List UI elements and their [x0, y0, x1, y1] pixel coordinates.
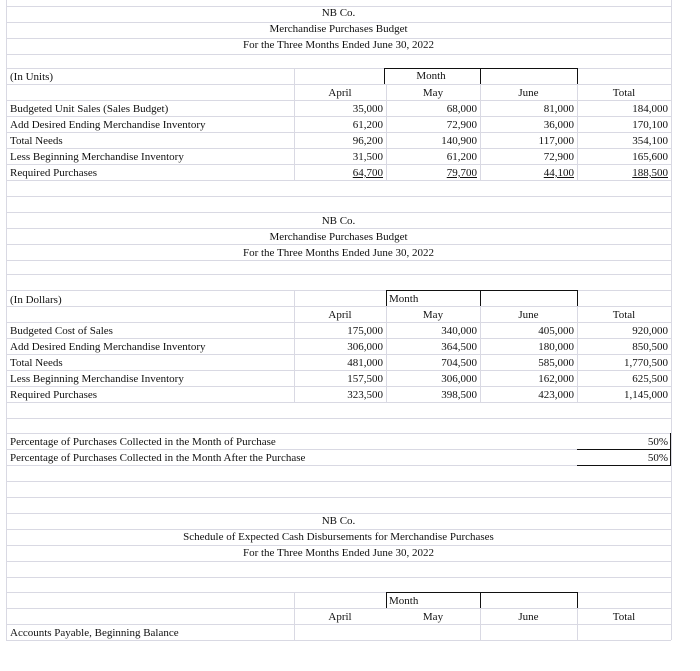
dollars-value-cell[interactable]: 625,500 [632, 373, 668, 385]
units-value-cell[interactable]: 72,900 [446, 119, 477, 131]
dollars-value-cell[interactable]: 850,500 [632, 341, 668, 353]
dollars-company: NB Co. [321, 215, 356, 227]
dollars-col-april: April [328, 309, 352, 321]
cash-row-label: Accounts Payable, Beginning Balance [10, 627, 179, 639]
units-value-cell[interactable]: 354,100 [632, 135, 668, 147]
dollars-value-cell[interactable]: 306,000 [441, 373, 477, 385]
dollars-month-label: Month [389, 293, 419, 305]
dollars-col-june: June [518, 309, 539, 321]
dollars-value-cell[interactable]: 340,000 [441, 325, 477, 337]
dollars-value-cell[interactable]: 481,000 [347, 357, 383, 369]
grid-row-line [6, 433, 671, 434]
units-value-cell[interactable]: 44,100 [543, 167, 574, 179]
dollars-row-label: Budgeted Cost of Sales [10, 325, 113, 337]
units-company: NB Co. [321, 7, 356, 19]
dollars-value-cell[interactable]: 323,500 [347, 389, 383, 401]
dollars-label: (In Dollars) [10, 294, 62, 306]
dollars-col-total: Total [612, 309, 636, 321]
grid-row-line [6, 386, 671, 387]
grid-row-line [6, 84, 671, 85]
grid-row-line [6, 418, 671, 419]
grid-row-line [6, 624, 671, 625]
dollars-value-cell[interactable]: 405,000 [538, 325, 574, 337]
dollars-period: For the Three Months Ended June 30, 2022 [242, 247, 435, 259]
units-value-cell[interactable]: 31,500 [352, 151, 383, 163]
dollars-value-cell[interactable]: 1,145,000 [624, 389, 668, 401]
units-value-cell[interactable]: 61,200 [446, 151, 477, 163]
grid-row-line [6, 228, 671, 229]
units-row-label: Required Purchases [10, 167, 98, 179]
collection-value-same-month[interactable]: 50% [647, 436, 668, 448]
grid-row-line [6, 54, 671, 55]
grid-row-line [6, 608, 671, 609]
grid-row-line [6, 132, 671, 133]
units-value-cell[interactable]: 140,900 [441, 135, 477, 147]
grid-row-line [6, 577, 671, 578]
units-title: Merchandise Purchases Budget [269, 23, 408, 35]
units-month-label: Month [416, 70, 446, 82]
units-label: (In Units) [10, 71, 54, 83]
units-value-cell[interactable]: 35,000 [352, 103, 383, 115]
units-col-june: June [518, 87, 539, 99]
grid-row-line [6, 306, 671, 307]
units-period: For the Three Months Ended June 30, 2022 [242, 39, 435, 51]
units-row-label: Total Needs [10, 135, 63, 147]
units-col-may: May [422, 87, 444, 99]
dollars-value-cell[interactable]: 175,000 [347, 325, 383, 337]
dollars-value-cell[interactable]: 585,000 [538, 357, 574, 369]
grid-row-line [6, 354, 671, 355]
grid-row-line [6, 465, 671, 466]
dollars-value-cell[interactable]: 180,000 [538, 341, 574, 353]
grid-row-line [6, 449, 671, 450]
dollars-value-cell[interactable]: 364,500 [441, 341, 477, 353]
grid-row-line [6, 196, 671, 197]
dollars-row-label: Add Desired Ending Merchandise Inventory [10, 341, 206, 353]
dollars-col-may: May [422, 309, 444, 321]
units-row-label: Add Desired Ending Merchandise Inventory [10, 119, 206, 131]
dollars-value-cell[interactable]: 423,000 [538, 389, 574, 401]
grid-row-line [6, 338, 671, 339]
grid-row-line [6, 148, 671, 149]
units-value-cell[interactable]: 64,700 [352, 167, 383, 179]
dollars-value-cell[interactable]: 398,500 [441, 389, 477, 401]
grid-row-line [6, 212, 671, 213]
grid-row-line [6, 164, 671, 165]
dollars-value-cell[interactable]: 162,000 [538, 373, 574, 385]
cash-company: NB Co. [321, 515, 356, 527]
collection-label-same-month: Percentage of Purchases Collected in the Month of Purchase [10, 436, 276, 448]
units-value-cell[interactable]: 170,100 [632, 119, 668, 131]
grid-row-line [6, 244, 671, 245]
units-value-cell[interactable]: 79,700 [446, 167, 477, 179]
units-col-april: April [328, 87, 352, 99]
units-value-cell[interactable]: 165,600 [632, 151, 668, 163]
units-col-total: Total [612, 87, 636, 99]
grid-row-line [6, 100, 671, 101]
dollars-value-cell[interactable]: 157,500 [347, 373, 383, 385]
grid-row-line [6, 640, 671, 641]
dollars-title: Merchandise Purchases Budget [269, 231, 408, 243]
units-value-cell[interactable]: 184,000 [632, 103, 668, 115]
units-value-cell[interactable]: 61,200 [352, 119, 383, 131]
dollars-row-label: Less Beginning Merchandise Inventory [10, 373, 184, 385]
cash-title: Schedule of Expected Cash Disbursements for Merchandise Purchases [183, 531, 494, 543]
grid-col-line [6, 0, 7, 640]
units-value-cell[interactable]: 96,200 [352, 135, 383, 147]
dollars-value-cell[interactable]: 920,000 [632, 325, 668, 337]
cash-col-june: June [518, 611, 539, 623]
grid-row-line [6, 497, 671, 498]
collection-label-next-month: Percentage of Purchases Collected in the Month After the Purchase [10, 452, 306, 464]
grid-row-line [6, 116, 671, 117]
dollars-value-cell[interactable]: 306,000 [347, 341, 383, 353]
grid-row-line [6, 322, 671, 323]
dollars-row-label: Required Purchases [10, 389, 98, 401]
units-value-cell[interactable]: 117,000 [538, 135, 574, 147]
grid-row-line [6, 260, 671, 261]
cash-period: For the Three Months Ended June 30, 2022 [242, 547, 435, 559]
dollars-value-cell[interactable]: 704,500 [441, 357, 477, 369]
grid-row-line [6, 561, 671, 562]
grid-row-line [6, 402, 671, 403]
units-value-cell[interactable]: 68,000 [446, 103, 477, 115]
units-value-cell[interactable]: 72,900 [543, 151, 574, 163]
units-row-label: Budgeted Unit Sales (Sales Budget) [10, 103, 169, 115]
dollars-row-label: Total Needs [10, 357, 63, 369]
cash-month-label: Month [389, 595, 419, 607]
units-value-cell[interactable]: 188,500 [632, 167, 668, 179]
collection-value-next-month[interactable]: 50% [647, 452, 668, 464]
units-value-cell[interactable]: 36,000 [543, 119, 574, 131]
grid-row-line [6, 274, 671, 275]
grid-col-line [671, 0, 672, 640]
units-value-cell[interactable]: 81,000 [543, 103, 574, 115]
cash-col-april: April [328, 611, 352, 623]
cash-col-total: Total [612, 611, 636, 623]
cash-col-may: May [422, 611, 444, 623]
grid-row-line [6, 481, 671, 482]
dollars-value-cell[interactable]: 1,770,500 [624, 357, 668, 369]
grid-row-line [6, 180, 671, 181]
units-row-label: Less Beginning Merchandise Inventory [10, 151, 184, 163]
grid-row-line [6, 370, 671, 371]
